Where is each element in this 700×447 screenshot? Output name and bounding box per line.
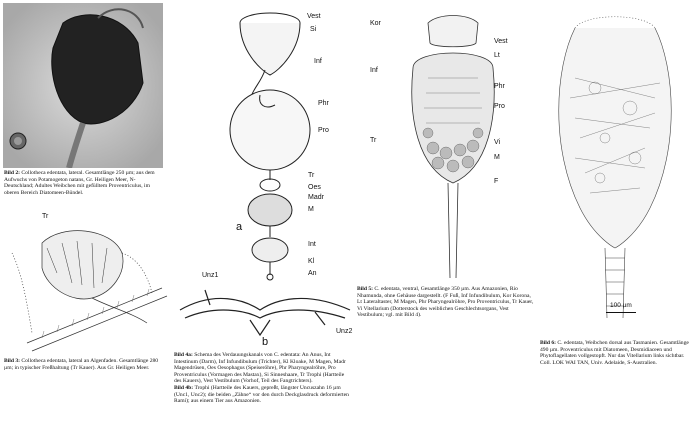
bild5-label-vest: Vest	[494, 38, 508, 45]
bild4-caption	[174, 352, 352, 405]
bild3-label-tr: Tr	[42, 213, 49, 220]
bild5-label-m: M	[494, 154, 500, 161]
bild5-label-lt: Lt	[494, 52, 500, 59]
bild6-caption	[540, 340, 696, 366]
bild3-title: Bild 3:	[4, 358, 21, 364]
bild4a-label-tr: Tr	[308, 172, 315, 179]
bild6-title: Bild 6:	[540, 340, 557, 346]
bild4a-label-madr: Madr	[308, 194, 324, 201]
bild6-scale-label: 100 µm	[610, 302, 632, 309]
bild4a-label-m: M	[308, 206, 314, 213]
bild3-caption	[4, 358, 164, 371]
bild4a-label-int: Int	[308, 241, 316, 248]
bild4a-schematic	[220, 5, 340, 290]
bild5-label-tr: Tr	[370, 137, 377, 144]
bild5-title: Bild 5:	[357, 286, 374, 292]
bild4a-title: Bild 4a:	[174, 352, 193, 358]
bild5-caption	[357, 286, 537, 319]
bild5-text: C. edentata, ventral, Gesamtlänge 350 µm. Aus Amazonien, Rio Nhamunda, ohne Gehäuse dargestellt. (F Fuß, Inf Infundibulum, Kor Korona, Lt Lateraltaster, M Magen, Phr Pharyngealröhre, Pro Proventriculus, Tr Kauer, Vi Vitellarium (Dotterstock des weiblichen Geschlechtsorgans, Vest Vestibulum; vgl. mit Bild 4).	[357, 286, 534, 319]
bild2-title: Bild 2:	[4, 170, 21, 176]
bild2-text: Collotheca edentata, lateral. Gesamtlänge 250 µm; aus dem Aufwuchs von Potamogeton natans, Gr. Heiligen Meer, N-Deutschland; Adultes Weibchen mit gefülltem Proventriculus, im oberen Bereich Diatomeen-Bündel.	[4, 170, 155, 196]
bild4b-trophi	[175, 280, 355, 340]
bild4b-label-unc2: Unz2	[336, 328, 353, 335]
bild4a-label-kl: Kl	[308, 258, 315, 265]
bild5-label-vi: Vi	[494, 139, 501, 146]
bild6-text: C. edentata, Weibchen dorsal aus Tasmanien. Gesamtlänge 490 µm. Proventriculus mit Diatomeen, Desmidiaceen und Phytoflagellaten vollgestopft. Nur das Vitellarium links sichtbar. Coll. LOK WAI TAN, Univ. Adelaide, S-Australien.	[540, 340, 689, 366]
bild5-label-phr: Phr	[494, 83, 505, 90]
bild3-text: Collotheca edentata, lateral an Algenfaden. Gesamtlänge 280 µm; in typischer Freßhaltung (Tr Kauer). Aus Gr. Heiligen Meer.	[4, 358, 159, 371]
bild5-label-f: F	[494, 178, 499, 185]
bild4a-label-vest: Vest	[307, 13, 321, 20]
bild4a-label-phr: Phr	[318, 100, 329, 107]
rotifer-photo	[3, 3, 163, 168]
bild2-caption	[4, 170, 164, 196]
bild4a-label-an: An	[308, 270, 317, 277]
bild4b-label-b: b	[262, 336, 269, 348]
bild6-scale-bar	[606, 312, 636, 313]
bild4a-text: Schema des Verdauungskanals von C. edentata: An Anus, Int Intestinum (Darm), Inf Infundibulum (Trichter), Kl Kloake, M Magen, Madr Magendrüsen, Oes Oesophagus (Speiseröhre), Phr Pharyngealröhre, Pro Proventriculus (Vormagen des Mastax), Si Sinneshaare, Tr Trophi (Hartteile des Kauers), Vest Vestibulum (Vorhof, Teil des Fangtrichters).	[174, 352, 346, 385]
bild2-photo	[3, 3, 163, 168]
bild5-label-inf: Inf	[370, 67, 378, 74]
bild5-drawing	[388, 8, 508, 278]
bild4a-label-a: a	[236, 221, 243, 233]
bild6-drawing	[545, 8, 685, 328]
bild3-drawing	[2, 213, 167, 353]
bild4a-label-inf: Inf	[314, 58, 322, 65]
bild5-label-pro: Pro	[494, 103, 505, 110]
bild4a-label-oes: Oes	[308, 184, 321, 191]
bild4b-label-unc1: Unz1	[202, 272, 219, 279]
bild4b-text: Trophi (Hartteile des Kauers, gepreßt, längster Uncuszahn 16 µm (Unc1, Unc2); die beiden „Zähne“ vor den durch Deckglasdruck deformierten Rami); aus einem Tier aus Amazonien.	[174, 384, 349, 405]
bild5-label-kor: Kor	[370, 20, 381, 27]
bild4a-label-pro: Pro	[318, 127, 329, 134]
bild4a-label-si: Si	[310, 26, 317, 33]
bild4b-title: Bild 4b:	[174, 384, 194, 391]
